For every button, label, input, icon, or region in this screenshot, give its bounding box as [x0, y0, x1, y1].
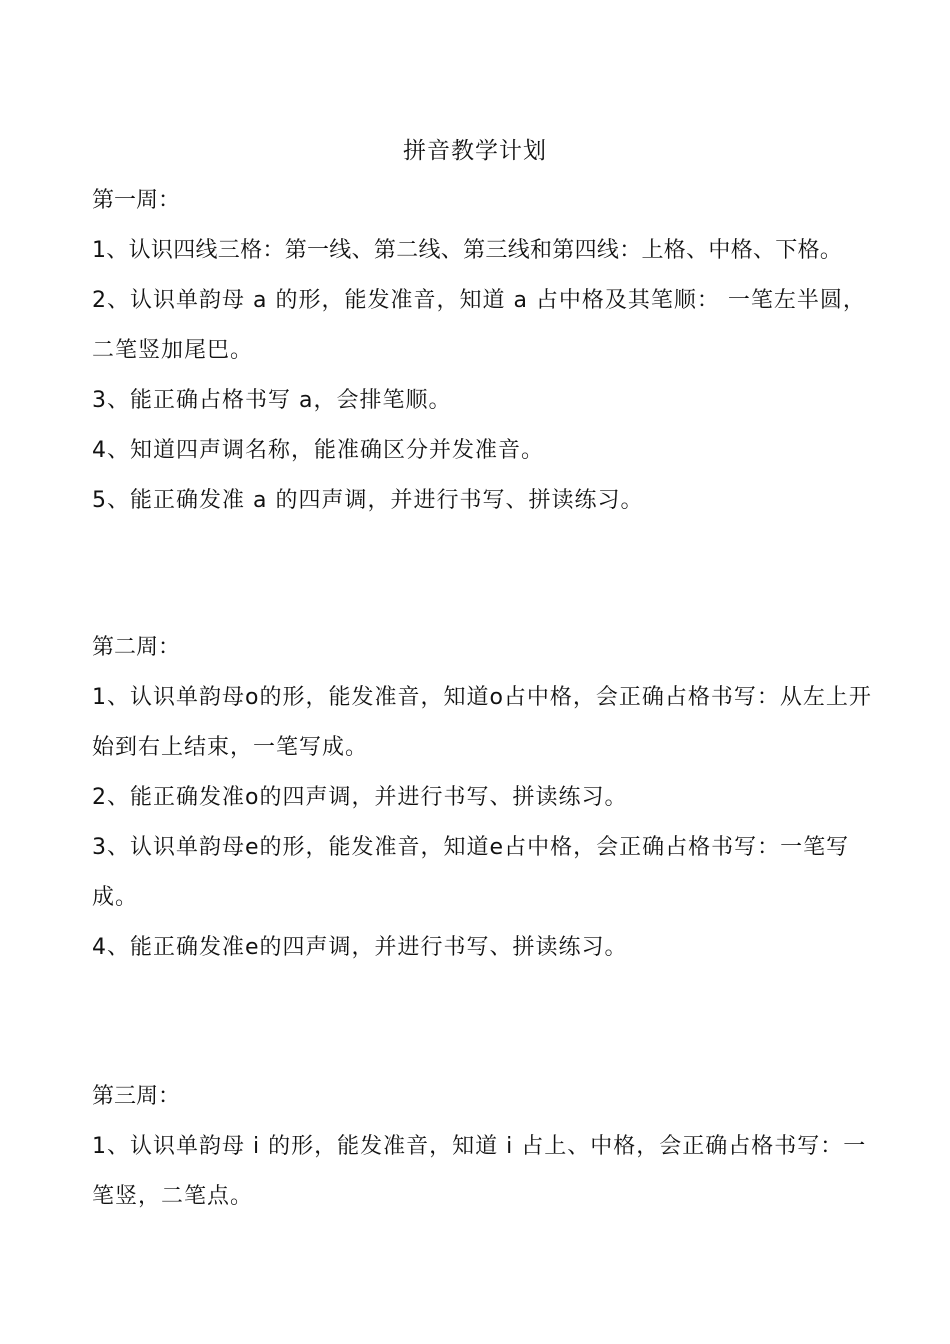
week-1-item-1: 1、认识四线三格：第一线、第二线、第三线和第四线：上格、中格、下格。: [92, 238, 843, 263]
week-1-item-2: 2、认识单韵母 a 的形，能发准音，知道 a 占中格及其笔顺： 一笔左半圆，二笔竖加尾巴。: [92, 288, 866, 363]
week-3-heading: 第三周：: [92, 1084, 181, 1109]
week-1-heading: 第一周：: [92, 188, 181, 213]
week-3-section: [92, 1072, 882, 1222]
week-1-item-4: 4、知道四声调名称，能准确区分并发准音。: [92, 438, 544, 463]
week-1-section: [92, 176, 882, 526]
week-2-section: [92, 623, 882, 973]
week-1-item-3: 3、能正确占格书写 a，会排笔顺。: [92, 388, 452, 413]
week-1-item-5: 5、能正确发准 a 的四声调，并进行书写、拼读练习。: [92, 488, 644, 513]
document-title: 拼音教学计划: [403, 138, 547, 164]
week-3-item-1: 1、认识单韵母 i 的形，能发准音，知道 i 占上、中格，会正确占格书写：一笔竖，二笔点。: [92, 1134, 867, 1209]
week-2-heading: 第二周：: [92, 635, 181, 660]
week-2-item-3: 3、认识单韵母e的形，能发准音，知道e占中格，会正确占格书写：一笔写成。: [92, 835, 850, 910]
week-2-item-2: 2、能正确发准o的四声调，并进行书写、拼读练习。: [92, 785, 628, 810]
week-2-item-4: 4、能正确发准e的四声调，并进行书写、拼读练习。: [92, 935, 628, 960]
week-2-item-1: 1、认识单韵母o的形，能发准音，知道o占中格，会正确占格书写：从左上开始到右上结束，一笔写成。: [92, 685, 872, 760]
